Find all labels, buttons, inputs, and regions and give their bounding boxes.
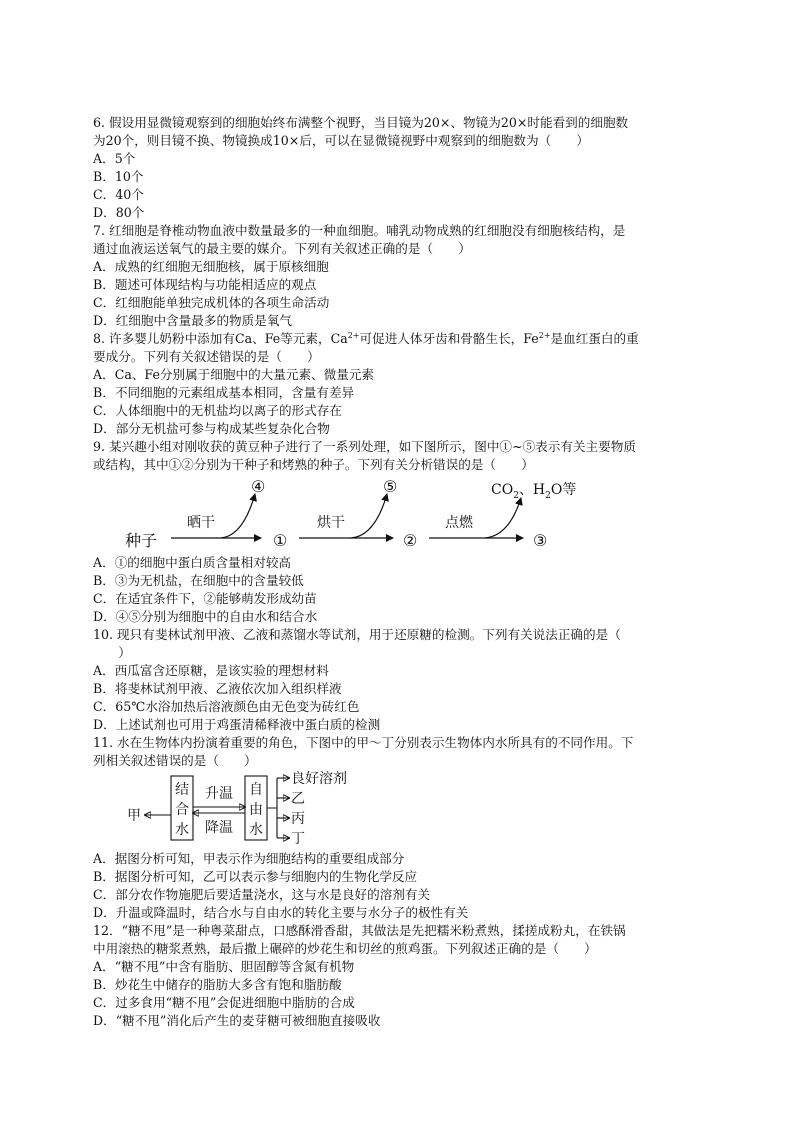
heat-label: 升温 <box>205 786 233 802</box>
branch-line <box>267 778 277 838</box>
question-stem: 为20个，则目镜不换、物镜换成10×后，可以在显微镜视野中观察到的细胞数为（ ） <box>93 133 589 148</box>
co2-text: CO <box>491 482 514 498</box>
option-d[interactable]: D．部分无机盐可参与构成某些复杂化合物 <box>93 421 330 436</box>
h2o-text: O等 <box>550 482 577 498</box>
question-stem: 9. 某兴趣小组对刚收获的黄豆种子进行了一系列处理，如下图所示，图中①~⑤表示有关主要物质 <box>93 439 636 454</box>
burn-label: 点燃 <box>445 515 473 531</box>
label-solvent: 良好溶剂 <box>291 771 347 787</box>
box-char: 水 <box>175 822 189 838</box>
question-11 <box>93 734 713 922</box>
superscript: 2+ <box>538 330 551 340</box>
arrow-up <box>351 494 387 538</box>
question-stem: 中用滚热的糖浆煮熟，最后撒上碾碎的炒花生和切丝的煎鸡蛋。下列叙述正确的是（ ） <box>93 941 597 956</box>
question-stem: ） <box>93 645 131 660</box>
question-stem: 要成分。下列有关叙述错误的是（ ） <box>93 349 320 364</box>
seed-label: 种子 <box>125 531 158 550</box>
stem-part: 是血红蛋白的重 <box>550 331 639 346</box>
option-b[interactable]: B．题述可体现结构与功能相适应的观点 <box>93 277 317 292</box>
question-7 <box>93 222 713 330</box>
seed-process-svg <box>93 474 713 554</box>
arrow-up <box>221 494 255 538</box>
subscript: 2 <box>513 491 519 501</box>
option-a[interactable]: A．“糖不甩”中含有脂肪、胆固醇等含氮有机物 <box>93 959 355 974</box>
superscript: 2+ <box>347 330 360 340</box>
box-char: 由 <box>249 802 263 818</box>
option-a[interactable]: A．①的细胞中蛋白质含量相对较高 <box>93 555 292 570</box>
stem-part: 8. 许多婴儿奶粉中添加有Ca、Fe等元素，Ca <box>93 331 348 346</box>
h2o-text: 、H <box>518 482 546 498</box>
option-c[interactable]: C．40个 <box>93 187 144 202</box>
option-c[interactable]: C．65℃水浴加热后溶液颜色由无色变为砖红色 <box>93 699 360 714</box>
option-d[interactable]: D．红细胞中含量最多的物质是氧气 <box>93 313 293 328</box>
option-b[interactable]: B．10个 <box>93 169 144 184</box>
box-char: 水 <box>249 822 263 838</box>
option-c[interactable]: C．在适宜条件下，②能够萌发形成幼苗 <box>93 591 317 606</box>
option-d[interactable]: D．升温或降温时，结合水与自由水的转化主要与水分子的极性有关 <box>93 905 469 920</box>
option-a[interactable]: A．Ca、Fe分别属于细胞中的大量元素、微量元素 <box>93 367 375 382</box>
products-label <box>491 482 576 501</box>
subscript: 2 <box>545 491 551 501</box>
label-yi: 乙 <box>291 791 305 807</box>
question-12 <box>93 922 713 1030</box>
question-9 <box>93 438 713 626</box>
label-5: ⑤ <box>383 477 398 496</box>
option-b[interactable]: B．据图分析可知，乙可以表示参与细胞内的生物化学反应 <box>93 869 418 884</box>
option-a[interactable]: A．据图分析可知，甲表示作为细胞结构的重要组成部分 <box>93 851 405 866</box>
option-b[interactable]: B．不同细胞的元素组成基本相同，含量有差异 <box>93 385 355 400</box>
exam-page <box>93 114 713 1030</box>
option-a[interactable]: A．西瓜富含还原糖，是该实验的理想材料 <box>93 663 329 678</box>
question-stem: 11. 水在生物体内扮演着重要的角色，下图中的甲～丁分别表示生物体内水所具有的不同作用。下 <box>93 735 634 750</box>
option-d[interactable]: D．④⑤分别为细胞中的自由水和结合水 <box>93 609 318 624</box>
option-d[interactable]: D．“糖不甩”消化后产生的麦芽糖可被细胞直接吸收 <box>93 1013 381 1028</box>
cool-label: 降温 <box>205 820 233 836</box>
option-c[interactable]: C．过多食用“糖不甩”会促进细胞中脂肪的合成 <box>93 995 355 1010</box>
arrow-up <box>485 498 521 538</box>
label-4: ④ <box>251 477 266 496</box>
option-d[interactable]: D．80个 <box>93 205 145 220</box>
option-a[interactable]: A．5个 <box>93 151 136 166</box>
question-stem: 10. 现只有斐林试剂甲液、乙液和蒸馏水等试剂，用于还原糖的检测。下列有关说法正确的是（ <box>93 627 621 642</box>
question-stem: 7. 红细胞是脊椎动物血液中数量最多的一种血细胞。哺乳动物成熟的红细胞没有细胞核结构，是 <box>93 223 626 238</box>
question-6 <box>93 114 713 222</box>
bake-label: 烘干 <box>317 515 345 531</box>
question-stem: 6. 假设用显微镜观察到的细胞始终布满整个视野，当目镜为20×、物镜为20×时能看到的细胞数 <box>93 115 629 130</box>
option-b[interactable]: B．③为无机盐，在细胞中的含量较低 <box>93 573 304 588</box>
label-2: ② <box>403 531 418 550</box>
box-char: 结 <box>175 782 189 798</box>
stem-part: 可促进人体牙齿和骨骼生长，Fe <box>359 331 539 346</box>
question-8 <box>93 330 713 438</box>
seed-process-diagram <box>93 474 713 554</box>
question-stem: 或结构，其中①②分别为干种子和烤熟的种子。下列有关分析错误的是（ ） <box>93 457 534 472</box>
sun-dry-label: 晒干 <box>187 515 215 531</box>
label-ding: 丁 <box>291 831 305 847</box>
option-b[interactable]: B．炒花生中储存的脂肪大多含有饱和脂肪酸 <box>93 977 342 992</box>
question-stem: 通过血液运送氧气的最主要的媒介。下列有关叙述正确的是（ ） <box>93 241 471 256</box>
option-b[interactable]: B．将斐林试剂甲液、乙液依次加入组织样液 <box>93 681 342 696</box>
water-function-svg <box>93 770 713 850</box>
question-stem: 列相关叙述错误的是（ ） <box>93 753 257 768</box>
label-jia: 甲 <box>127 808 141 824</box>
option-a[interactable]: A．成熟的红细胞无细胞核，属于原核细胞 <box>93 259 329 274</box>
option-c[interactable]: C．部分农作物施肥后要适量浇水，这与水是良好的溶剂有关 <box>93 887 431 902</box>
box-char: 自 <box>249 782 263 798</box>
option-d[interactable]: D．上述试剂也可用于鸡蛋清稀释液中蛋白质的检测 <box>93 717 381 732</box>
label-bing: 丙 <box>291 811 305 827</box>
box-char: 合 <box>175 802 189 818</box>
option-c[interactable]: C．人体细胞中的无机盐均以离子的形式存在 <box>93 403 342 418</box>
question-10 <box>93 626 713 734</box>
label-3: ③ <box>533 531 548 550</box>
question-stem <box>93 330 713 348</box>
question-stem: 12．“糖不甩”是一种粤菜甜点，口感酥滑香甜，其做法是先把糯米粉煮熟，揉搓成粉丸，在铁锅 <box>93 923 626 938</box>
water-function-diagram <box>93 770 713 850</box>
label-1: ① <box>273 531 288 550</box>
option-c[interactable]: C．红细胞能单独完成机体的各项生命活动 <box>93 295 330 310</box>
